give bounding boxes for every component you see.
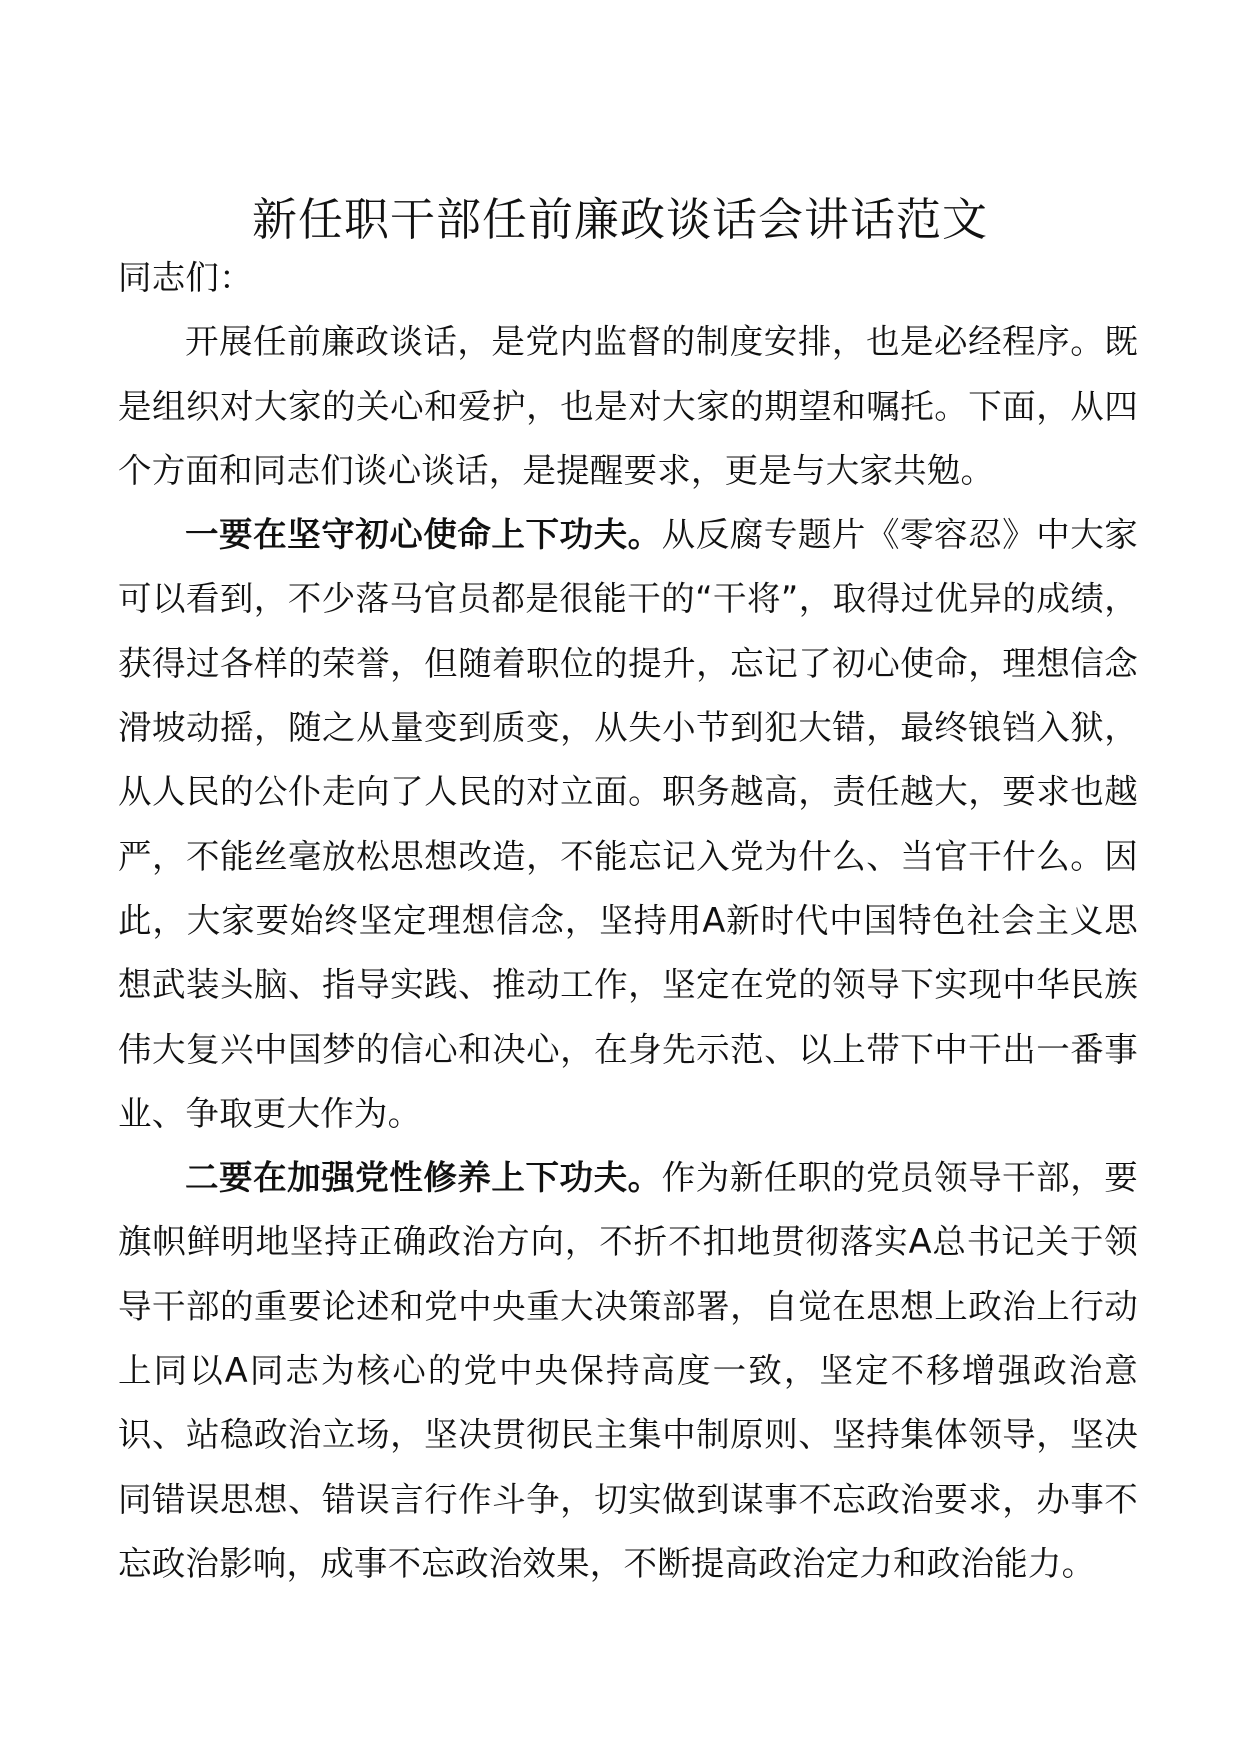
section-paragraph-1 xyxy=(118,503,1138,1146)
document-body xyxy=(118,246,1138,1596)
salutation: 同志们： xyxy=(118,258,253,297)
intro-paragraph: 开展任前廉政谈话，是党内监督的制度安排，也是必经程序。既是组织对大家的关心和爱护，也是对大家的期望和嘱托。下面，从四个方面和同志们谈心谈话，是提醒要求，更是与大家共勉。 xyxy=(118,322,1138,490)
section-text: 作为新任职的党员领导干部，要旗帜鲜明地坚持正确政治方向，不折不扣地贯彻落实A总书记关于领导干部的重要论述和党中央重大决策部署，自觉在思想上政治上行动上同以A同志为核心的党中央保持高度一致，坚定不移增强政治意识、站稳政治立场，坚决贯彻民主集中制原则、坚持集体领导，坚决同错误思想、错误言行作斗争，切实做到谋事不忘政治要求，办事不忘政治影响，成事不忘政治效果，不断提高政治定力和政治能力。 xyxy=(118,1158,1138,1583)
section-heading: 二要在加强党性修养上下功夫。 xyxy=(185,1158,662,1198)
document-title: 新任职干部任前廉政谈话会讲话范文 xyxy=(251,193,988,246)
section-heading: 一要在坚守初心使命上下功夫。 xyxy=(185,515,662,555)
section-paragraph-2 xyxy=(118,1146,1138,1596)
section-text: 从反腐专题片《零容忍》中大家可以看到，不少落马官员都是很能干的“干将”，取得过优异的成绩，获得过各样的荣誉，但随着职位的提升，忘记了初心使命，理想信念滑坡动摇，随之从量变到质变，从失小节到犯大错，最终锒铛入狱，从人民的公仆走向了人民的对立面。职务越高，责任越大，要求也越严，不能丝毫放松思想改造，不能忘记入党为什么、当官干什么。因此，大家要始终坚定理想信念，坚持用A新时代中国特色社会主义思想武装头脑、指导实践、推动工作，坚定在党的领导下实现中华民族伟大复兴中国梦的信心和决心，在身先示范、以上带下中干出一番事业、争取更大作为。 xyxy=(118,515,1138,1133)
